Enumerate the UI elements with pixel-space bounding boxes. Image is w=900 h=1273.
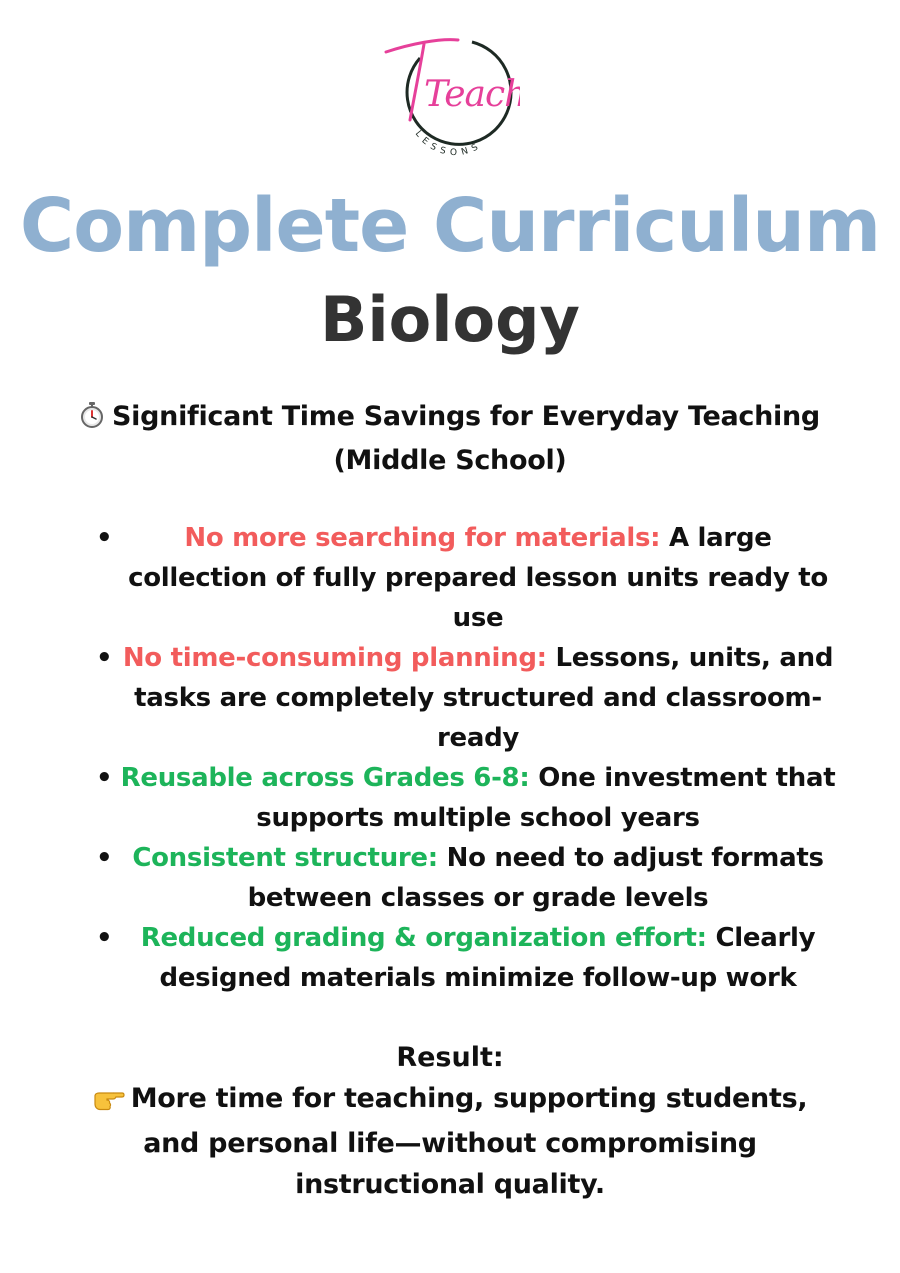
result-label: Result: bbox=[396, 1042, 504, 1073]
benefit-text: Clearly designed materials minimize follow-up work bbox=[159, 923, 816, 993]
bullet-icon: • bbox=[96, 843, 113, 873]
benefits-list bbox=[96, 518, 836, 998]
benefit-text: Lessons, units, and tasks are completely structured and classroom-ready bbox=[134, 643, 834, 753]
bullet-icon: • bbox=[96, 923, 113, 953]
benefit-text: One investment that supports multiple school years bbox=[256, 763, 836, 833]
bullet-icon: • bbox=[96, 643, 113, 673]
teach-lessons-logo-icon bbox=[380, 28, 520, 158]
list-item bbox=[96, 838, 836, 918]
stopwatch-icon bbox=[80, 399, 104, 440]
headline-line2: (Middle School) bbox=[333, 445, 567, 476]
headline-line1: Significant Time Savings for Everyday Teaching bbox=[112, 401, 820, 432]
headline bbox=[60, 396, 840, 481]
benefit-highlight: No more searching for materials: bbox=[184, 523, 661, 553]
list-item bbox=[96, 638, 836, 758]
logo-arc-text: LESSONS bbox=[412, 128, 485, 158]
subject-title: Biology bbox=[320, 283, 580, 356]
benefit-text: No need to adjust formats between classes or grade levels bbox=[247, 843, 824, 913]
benefit-highlight: Reusable across Grades 6-8: bbox=[120, 763, 530, 793]
bullet-icon: • bbox=[96, 763, 113, 793]
bullet-icon: • bbox=[96, 523, 113, 553]
benefit-text: A large collection of fully prepared lesson units ready to use bbox=[128, 523, 828, 633]
main-title: Complete Curriculum bbox=[19, 183, 881, 269]
pointing-hand-icon bbox=[93, 1082, 125, 1123]
benefit-highlight: No time-consuming planning: bbox=[122, 643, 547, 673]
list-item bbox=[96, 758, 836, 838]
benefit-highlight: Reduced grading & organization effort: bbox=[140, 923, 707, 953]
result-text-block bbox=[70, 1078, 830, 1205]
list-item bbox=[96, 518, 836, 638]
logo-script-text: Teach bbox=[424, 74, 520, 115]
teach-lessons-logo bbox=[380, 28, 520, 158]
result-text: More time for teaching, supporting students, and personal life—without compromising instructional quality. bbox=[130, 1083, 808, 1200]
benefit-highlight: Consistent structure: bbox=[132, 843, 438, 873]
list-item bbox=[96, 918, 836, 998]
